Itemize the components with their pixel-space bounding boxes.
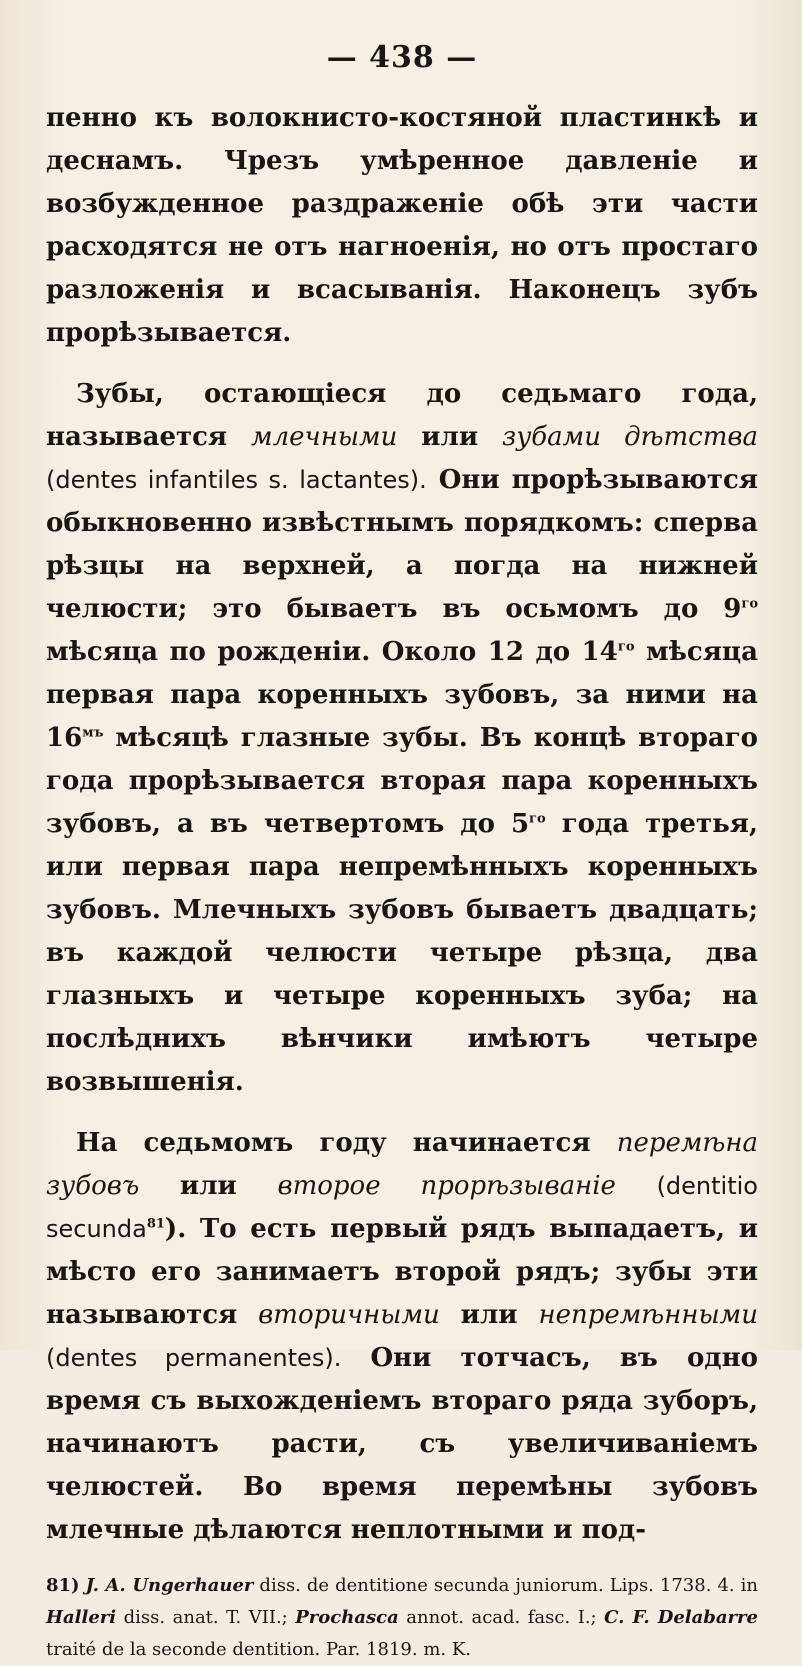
p2-latin-term: (dentes infantiles s. lactantes).: [46, 466, 427, 494]
footnotes: [46, 1570, 758, 1666]
p3-text-h: или: [460, 1300, 518, 1330]
p2-sup-4: го: [529, 811, 546, 827]
p3-text-f: ). То есть первый рядъ выпадаетъ, и мѣсто его занимаетъ второй рядъ; зубы эти называются: [46, 1214, 758, 1330]
footnote-text-4: traité de la seconde dentition. Par. 1819. m. K.: [46, 1639, 471, 1660]
footnote-author-1: J. A. Ungerhauer: [85, 1575, 254, 1596]
paragraph-3: [46, 1122, 758, 1552]
paragraph-2: [46, 373, 758, 1104]
p3-term-permanent: непремѣнными: [538, 1300, 758, 1330]
p2-sup-1: го: [741, 596, 758, 612]
footnote-author-4: C. F. Delabarre: [604, 1607, 758, 1628]
footnote-author-3: Prochasca: [295, 1607, 399, 1628]
paragraph-1: пенно къ волокнисто-костяной пластинкѣ и деснамъ. Чрезъ умѣренное давленіе и возбужденное раздраженіе обѣ эти части расходятся не отъ нагноенія, но отъ простаго разложенія и всасыванія. Наконецъ зубъ прорѣзывается.: [46, 103, 758, 348]
p3-footnote-ref: 81: [146, 1216, 165, 1232]
p2-text-i: мѣсяцѣ глазные зубы. Въ концѣ втораго года прорѣзывается вторая пара коренныхъ зубовъ, а въ четвертомъ до 5: [46, 723, 759, 839]
footnote-81: [46, 1570, 758, 1666]
p3-term-second: второе прорѣзываніе: [277, 1171, 616, 1201]
p2-term-milk: млечными: [251, 422, 398, 452]
footnote-text-1: diss. de dentitione secunda juniorum. Lips. 1738. 4. in: [259, 1575, 758, 1596]
p2-term-childhood: зубами дѣтства: [502, 422, 759, 452]
p3-text-c: или: [179, 1171, 237, 1201]
p3-term-secondary: вторичными: [258, 1300, 440, 1330]
p3-text-k: Они тотчасъ, въ одно время съ выхожденіемъ втораго ряда зуборъ, начинаютъ расти, съ увеличиваніемъ челюстей. Во время перемѣны зубовъ млечные дѣлаются неплотными и под-: [46, 1343, 759, 1545]
page-number: — 438 —: [326, 40, 478, 75]
p2-text-f: Они прорѣзываются обыкновенно извѣстнымъ порядкомъ: сперва рѣзцы на верхней, а погда на нижней челюсти; это бываетъ въ осьмомъ до 9: [46, 465, 758, 624]
p3-term-change: перемѣна зубовъ: [46, 1128, 758, 1201]
p2-sup-2: го: [617, 639, 635, 655]
footnote-text-3: annot. acad. fasc. I.;: [406, 1607, 597, 1628]
p2-text-a: Зубы, остающіеся до седьмаго года, называется: [46, 379, 758, 452]
p3-latin-permanent: (dentes permanentes).: [46, 1344, 342, 1372]
p2-text-c: или: [421, 422, 479, 452]
p3-latin-term: (dentitio secunda: [46, 1172, 758, 1243]
p2-text-j: года третья, или первая пара непремѣнныхъ коренныхъ зубовъ. Млечныхъ зубовъ бываетъ двадцать; въ каждой челюсти четыре рѣзца, два глазныхъ и четыре коренныхъ зуба; на послѣднихъ вѣнчики имѣютъ четыре возвышенія.: [46, 809, 758, 1097]
p2-text-h: мѣсяца первая пара коренныхъ зубовъ, за ними на 16: [46, 637, 758, 753]
p3-text-a: На седьмомъ году начинается: [76, 1128, 591, 1158]
footnote-text-2: diss. anat. T. VII.;: [123, 1607, 288, 1628]
footnote-number: 81): [46, 1575, 80, 1596]
p2-text-g: мѣсяца по рожденіи. Около 12 до 14: [46, 637, 618, 667]
footnote-author-2: Halleri: [46, 1607, 117, 1628]
p2-sup-3: мъ: [82, 725, 104, 741]
